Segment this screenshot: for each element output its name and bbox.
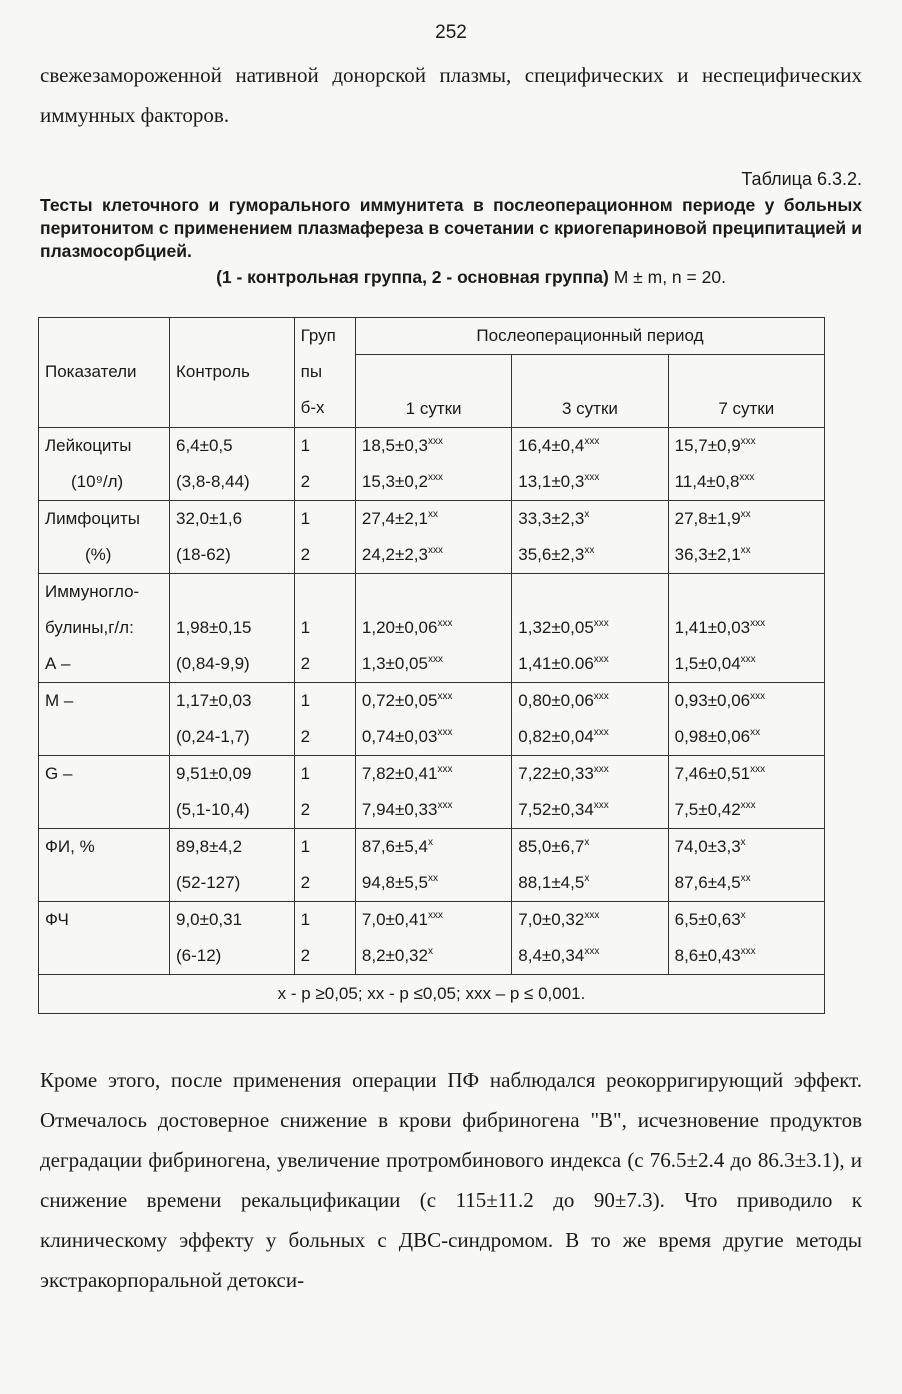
significance-mark: xxx	[427, 910, 443, 921]
table-subtitle-stats: M ± m, n = 20.	[608, 267, 726, 287]
significance-mark: xxx	[593, 618, 609, 629]
significance-mark: xxx	[437, 727, 453, 738]
cell-indicator: М –	[39, 683, 170, 756]
value: 27,4±2,1	[361, 509, 428, 528]
table-title: Тесты клеточного и гуморального иммунитета в послеоперационном периоде у больных перитонитом с применением плазмафереза в сочетании с криогепариновой преципитацией и плазмосорбцией.	[40, 195, 862, 261]
value: 1,5±0,04	[674, 654, 741, 673]
cell-d3	[512, 902, 668, 975]
significance-mark: xxx	[740, 946, 756, 957]
value: 7,0±0,32	[518, 910, 585, 929]
cell-group: 1 2	[294, 501, 355, 574]
value: 33,3±2,3	[518, 509, 585, 528]
cell-d1	[355, 683, 511, 756]
significance-mark: xxx	[593, 654, 609, 665]
cell-d1	[355, 902, 511, 975]
value: 7,52±0,34	[518, 800, 594, 819]
value: 35,6±2,3	[518, 545, 585, 564]
value: 87,6±5,4	[361, 837, 428, 856]
value: 0,82±0,04	[518, 727, 594, 746]
cell-group: 1 2	[294, 829, 355, 902]
cell-d3	[512, 683, 668, 756]
significance-mark: xxx	[593, 800, 609, 811]
value: 88,1±4,5	[518, 873, 585, 892]
value: 27,8±1,9	[674, 509, 741, 528]
cell-indicator: G –	[39, 756, 170, 829]
significance-mark: xxx	[593, 691, 609, 702]
table-subtitle-groups: (1 - контрольная группа, 2 - основная группа)	[216, 267, 609, 287]
table-row	[39, 501, 825, 574]
significance-mark: x	[427, 837, 433, 848]
immunity-table	[38, 317, 825, 1014]
value: 18,5±0,3	[361, 436, 428, 455]
cell-d3	[512, 428, 668, 501]
cell-d1	[355, 829, 511, 902]
value: 0,98±0,06	[674, 727, 751, 746]
value: 1,32±0,05	[518, 618, 594, 637]
value: 0,72±0,05	[361, 691, 438, 710]
cell-control: 9,0±0,31 (6-12)	[170, 902, 295, 975]
cell-indicator: Иммуногло- булины,г/л: А –	[39, 574, 170, 683]
significance-mark: x	[427, 946, 433, 957]
significance-mark: xxx	[584, 946, 600, 957]
significance-mark: xxx	[427, 436, 443, 447]
significance-mark: xx	[750, 727, 761, 738]
value: 1,41±0.06	[518, 654, 594, 673]
value: 7,46±0,51	[674, 764, 751, 783]
page-number: 252	[435, 22, 467, 43]
significance-mark: xx	[584, 545, 595, 556]
value: 7,0±0,41	[361, 910, 428, 929]
cell-d3	[512, 501, 668, 574]
significance-mark: xxx	[740, 800, 756, 811]
value: 0,80±0,06	[518, 691, 594, 710]
table-subtitle	[0, 267, 902, 288]
header-groups: Груп пы б-х	[294, 318, 355, 428]
significance-mark: xxx	[740, 654, 756, 665]
header-day-7: 7 сутки	[668, 355, 824, 428]
cell-control: 89,8±4,2 (52-127)	[170, 829, 295, 902]
value: 7,94±0,33	[361, 800, 438, 819]
significance-mark: xxx	[750, 691, 766, 702]
body-paragraph: Кроме этого, после применения операции ПФ наблюдался реокорригирующий эффект. Отмечалось достоверное снижение в крови фибриногена "В", исчезновение продуктов деградации фибриногена, увеличение протромбинового индекса (с 76.5±2.4 до 86.3±3.1), и снижение времени рекальцификации (с 115±11.2 до 90±7.3). Что приводило к клиническому эффекту у больных с ДВС-синдромом. В то же время другие методы экстракорпоральной детокси-	[40, 1068, 862, 1292]
cell-d7	[668, 756, 824, 829]
cell-d7	[668, 902, 824, 975]
significance-mark: xxx	[750, 618, 766, 629]
significance-mark: xxx	[437, 764, 453, 775]
cell-d3	[512, 574, 668, 683]
footnote-row	[39, 975, 825, 1014]
value: 8,6±0,43	[674, 946, 741, 965]
cell-d1	[355, 756, 511, 829]
table-label: Таблица 6.3.2.	[741, 169, 862, 189]
cell-control: 1,17±0,03 (0,24-1,7)	[170, 683, 295, 756]
table-row	[39, 428, 825, 501]
cell-group: 1 2	[294, 902, 355, 975]
cell-d7	[668, 683, 824, 756]
table-row	[39, 574, 825, 683]
cell-d1	[355, 428, 511, 501]
cell-group: 1 2	[294, 428, 355, 501]
value: 16,4±0,4	[518, 436, 585, 455]
cell-control: 32,0±1,6 (18-62)	[170, 501, 295, 574]
table-row	[39, 829, 825, 902]
cell-group: 1 2	[294, 683, 355, 756]
significance-mark: xx	[427, 509, 438, 520]
cell-control: 1,98±0,15 (0,84-9,9)	[170, 574, 295, 683]
value: 1,20±0,06	[361, 618, 438, 637]
header-indicators: Показатели	[39, 318, 170, 428]
value: 8,4±0,34	[518, 946, 585, 965]
value: 94,8±5,5	[361, 873, 428, 892]
header-row	[39, 318, 825, 355]
header-day-3: 3 сутки	[512, 355, 668, 428]
cell-control: 6,4±0,5 (3,8-8,44)	[170, 428, 295, 501]
cell-indicator: ФИ, %	[39, 829, 170, 902]
value: 11,4±0,8	[674, 472, 740, 491]
value: 74,0±3,3	[674, 837, 741, 856]
significance-mark: xxx	[437, 691, 453, 702]
value: 6,5±0,63	[674, 910, 741, 929]
cell-indicator: ФЧ	[39, 902, 170, 975]
value: 15,7±0,9	[674, 436, 741, 455]
cell-d1	[355, 574, 511, 683]
cell-group: 1 2	[294, 574, 355, 683]
cell-d1	[355, 501, 511, 574]
significance-mark: x	[584, 837, 590, 848]
value: 85,0±6,7	[518, 837, 585, 856]
significance-mark: xx	[427, 873, 438, 884]
significance-mark: xxx	[427, 545, 443, 556]
value: 24,2±2,3	[361, 545, 428, 564]
value: 0,74±0,03	[361, 727, 438, 746]
cell-d7	[668, 428, 824, 501]
significance-mark: xxx	[593, 727, 609, 738]
significance-mark: xx	[740, 545, 751, 556]
significance-mark: x	[584, 873, 590, 884]
value: 13,1±0,3	[518, 472, 585, 491]
table-body	[39, 318, 825, 1014]
table-row	[39, 902, 825, 975]
intro-paragraph: свежезамороженной нативной донорской плазмы, специфических и неспецифических иммунных факторов.	[40, 63, 862, 127]
significance-footnote: x - p ≥0,05; xx - p ≤0,05; xxx – p ≤ 0,001.	[39, 975, 825, 1014]
value: 8,2±0,32	[361, 946, 428, 965]
cell-d7	[668, 501, 824, 574]
significance-mark: xxx	[427, 472, 443, 483]
cell-group: 1 2	[294, 756, 355, 829]
significance-mark: xx	[740, 873, 751, 884]
value: 7,82±0,41	[361, 764, 438, 783]
significance-mark: xx	[740, 509, 751, 520]
significance-mark: xxx	[740, 436, 756, 447]
table-row	[39, 683, 825, 756]
cell-d7	[668, 829, 824, 902]
value: 1,41±0,03	[674, 618, 751, 637]
significance-mark: xxx	[739, 472, 755, 483]
cell-control: 9,51±0,09 (5,1-10,4)	[170, 756, 295, 829]
significance-mark: xxx	[593, 764, 609, 775]
value: 15,3±0,2	[361, 472, 428, 491]
value: 1,3±0,05	[361, 654, 428, 673]
header-control: Контроль	[170, 318, 295, 428]
significance-mark: xxx	[584, 910, 600, 921]
significance-mark: xxx	[427, 654, 443, 665]
significance-mark: x	[740, 910, 746, 921]
header-day-1: 1 сутки	[355, 355, 511, 428]
value: 0,93±0,06	[674, 691, 751, 710]
cell-indicator: Лимфоциты (%)	[39, 501, 170, 574]
value: 7,22±0,33	[518, 764, 594, 783]
significance-mark: xxx	[584, 436, 600, 447]
significance-mark: x	[740, 837, 746, 848]
table-row	[39, 756, 825, 829]
significance-mark: xxx	[437, 618, 453, 629]
value: 87,6±4,5	[674, 873, 741, 892]
cell-indicator: Лейкоциты (10⁹/л)	[39, 428, 170, 501]
header-postop-period: Послеоперационный период	[355, 318, 824, 355]
significance-mark: xxx	[750, 764, 766, 775]
cell-d3	[512, 756, 668, 829]
significance-mark: x	[584, 509, 590, 520]
cell-d7	[668, 574, 824, 683]
value: 36,3±2,1	[674, 545, 741, 564]
significance-mark: xxx	[584, 472, 600, 483]
cell-d3	[512, 829, 668, 902]
value: 7,5±0,42	[674, 800, 741, 819]
significance-mark: xxx	[437, 800, 453, 811]
